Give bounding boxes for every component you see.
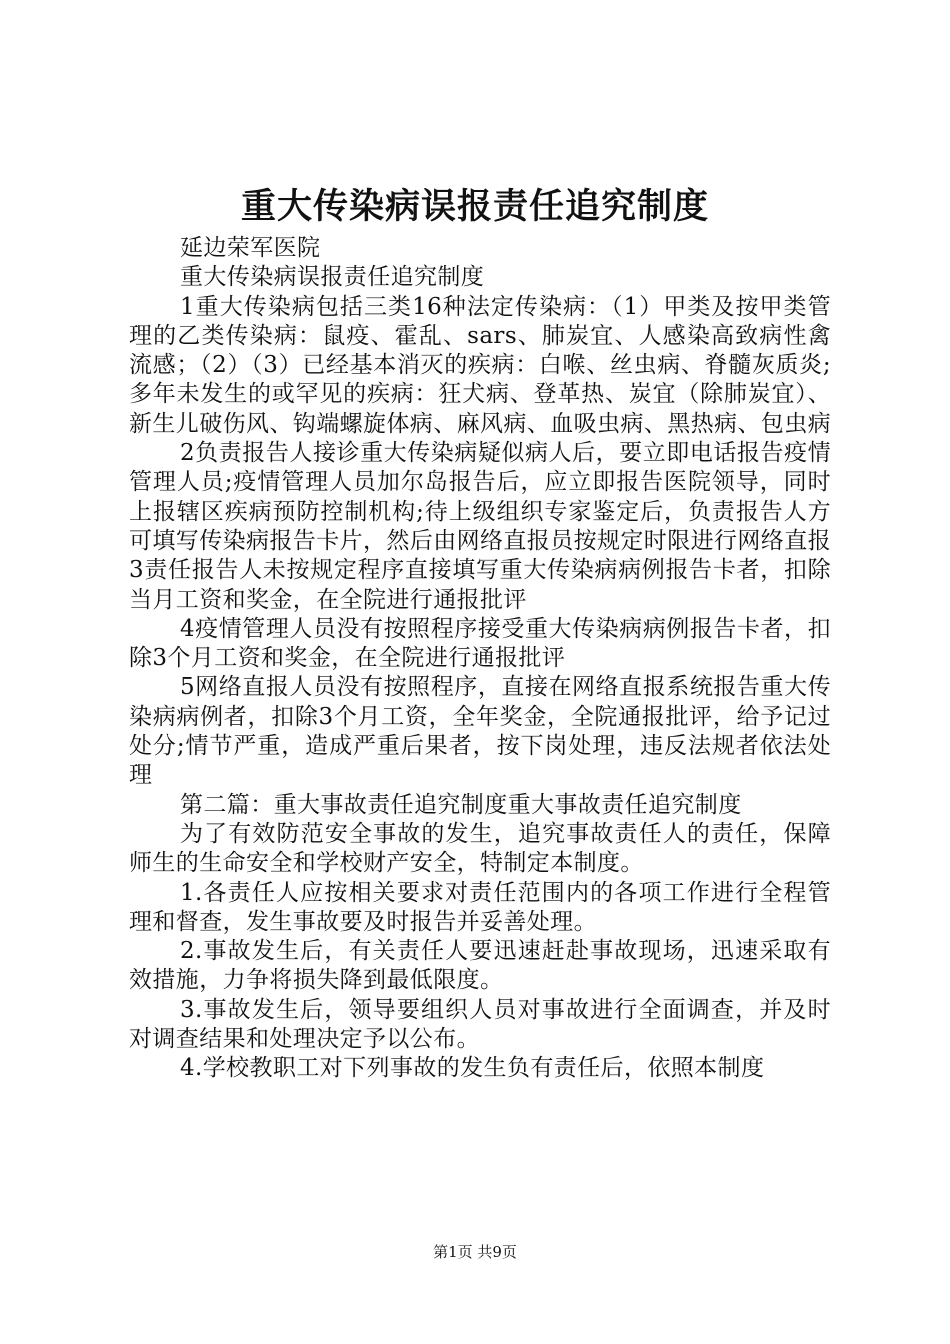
paragraph-item-4: 4疫情管理人员没有按照程序接受重大传染病病例报告卡者，扣除3个月工资和奖金，在全院进行通报批评 <box>129 615 831 672</box>
page-number: 第1页 共9页 <box>433 1243 517 1261</box>
paragraph-item-1: 1重大传染病包括三类16种法定传染病：（1）甲类及按甲类管理的乙类传染病：鼠疫、霍乱、sars、肺炭宜、人感染高致病性禽流感；（2）（3）已经基本消灭的疾病：白喉、丝虫病、脊髓灰质炎;多年未发生的或罕见的疾病：狂犬病、登革热、炭宜（除肺炭宜）、新生儿破伤风、钩端螺旋体病、麻风病、血吸虫病、黑热病、包虫病 <box>129 293 831 437</box>
second-article-item-4: 4.学校教职工对下列事故的发生负有责任后，依照本制度 <box>180 1055 765 1082</box>
second-article-heading: 第二篇：重大事故责任追究制度重大事故责任追究制度 <box>180 791 742 818</box>
paragraph-item-5: 5网络直报人员没有按照程序，直接在网络直报系统报告重大传染病病例者，扣除3个月工资，全年奖金，全院通报批评，给予记过处分;情节严重，造成严重后果者，按下岗处理，违反法规者依法处理 <box>129 674 831 789</box>
second-article-item-3: 3.事故发生后，领导要组织人员对事故进行全面调查，并及时对调查结果和处理决定予以公布。 <box>129 996 831 1053</box>
second-article-item-2: 2.事故发生后，有关责任人要迅速赶赴事故现场，迅速采取有效措施，力争将损失降到最低限度。 <box>129 938 831 994</box>
document-title: 重大传染病误报责任追究制度 <box>240 186 709 227</box>
second-article-intro: 为了有效防范安全事故的发生，追究事故责任人的责任，保障师生的生命安全和学校财产安全，特制定本制度。 <box>129 820 831 877</box>
hospital-name: 延边荣军医院 <box>180 235 321 261</box>
section-heading: 重大传染病误报责任追究制度 <box>180 264 485 291</box>
second-article-item-1: 1.各责任人应按相关要求对责任范围内的各项工作进行全程管理和督查，发生事故要及时报告并妥善处理。 <box>129 879 831 935</box>
document-body <box>129 234 831 1084</box>
paragraph-item-2: 2负责报告人接诊重大传染病疑似病人后，要立即电话报告疫情管理人员;疫情管理人员加尔岛报告后，应立即报告医院领导，同时上报辖区疾病预防控制机构;待上级组织专家鉴定后，负责报告人方可填写传染病报告卡片，然后由网络直报员按规定时限进行网络直报3责任报告人未按规定程序直接填写重大传染病病例报告卡者，扣除当月工资和奖金，在全院进行通报批评 <box>129 440 831 613</box>
